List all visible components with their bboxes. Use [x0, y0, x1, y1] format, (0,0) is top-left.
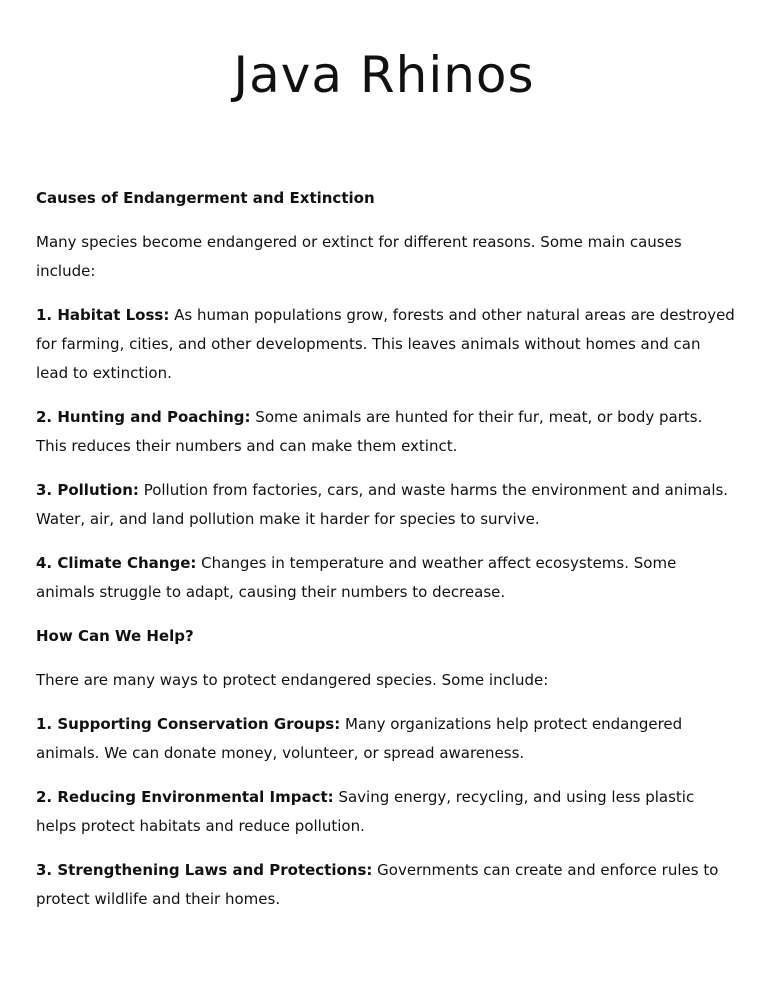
list-item — [36, 710, 736, 768]
item-label: 3. Pollution: — [36, 481, 139, 499]
list-item — [36, 476, 736, 534]
page-title: Java Rhinos — [233, 46, 535, 104]
section-heading-causes: Causes of Endangerment and Extinction — [36, 189, 375, 207]
item-text: As human populations grow, forests and other natural areas are destroyed for farming, cities, and other developments. This leaves animals without homes and can lead to extinction. — [36, 306, 735, 382]
item-text: Governments can create and enforce rules to protect wildlife and their homes. — [36, 861, 719, 908]
item-label: 1. Habitat Loss: — [36, 306, 170, 324]
causes-intro: Many species become endangered or extinct for different reasons. Some main causes include: — [36, 233, 682, 280]
item-label: 4. Climate Change: — [36, 554, 197, 572]
item-label: 2. Reducing Environmental Impact: — [36, 788, 334, 806]
document-body — [36, 184, 736, 929]
list-item — [36, 301, 736, 388]
item-text: Pollution from factories, cars, and waste harms the environment and animals. Water, air, and land pollution make it harder for species to survive. — [36, 481, 729, 528]
item-text: Some animals are hunted for their fur, meat, or body parts. This reduces their numbers and can make them extinct. — [36, 408, 703, 455]
list-item — [36, 856, 736, 914]
item-label: 2. Hunting and Poaching: — [36, 408, 251, 426]
section-heading-help: How Can We Help? — [36, 627, 194, 645]
help-intro: There are many ways to protect endangered species. Some include: — [36, 671, 549, 689]
item-label: 1. Supporting Conservation Groups: — [36, 715, 341, 733]
list-item — [36, 403, 736, 461]
item-text: Changes in temperature and weather affect ecosystems. Some animals struggle to adapt, causing their numbers to decrease. — [36, 554, 677, 601]
item-text: Many organizations help protect endangered animals. We can donate money, volunteer, or spread awareness. — [36, 715, 683, 762]
item-text: Saving energy, recycling, and using less plastic helps protect habitats and reduce pollution. — [36, 788, 695, 835]
item-label: 3. Strengthening Laws and Protections: — [36, 861, 373, 879]
list-item — [36, 549, 736, 607]
list-item — [36, 783, 736, 841]
